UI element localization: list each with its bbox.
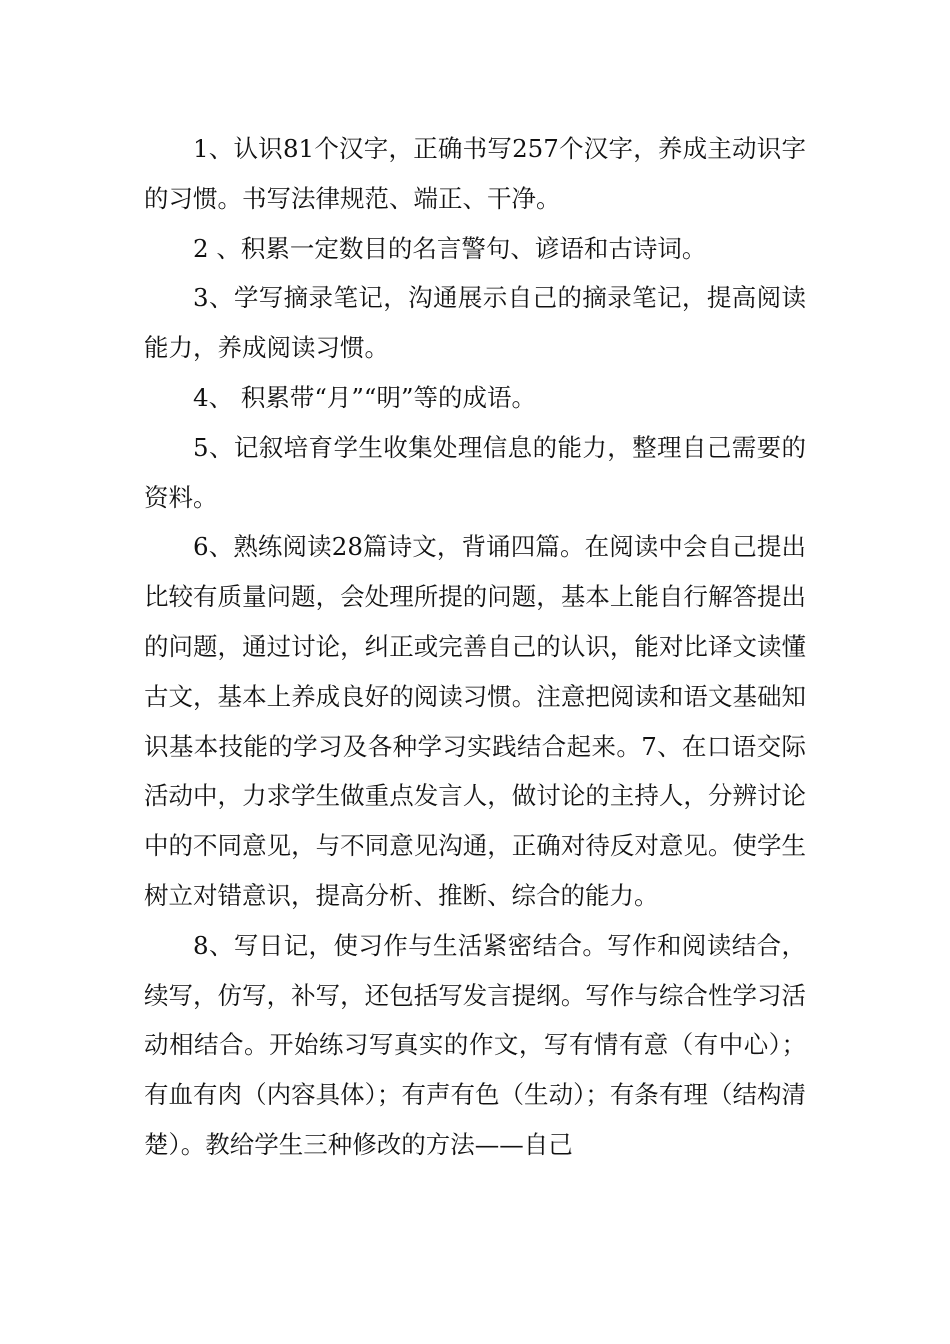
paragraph-3: 3、学写摘录笔记，沟通展示自己的摘录笔记，提高阅读能力，养成阅读习惯。 [144, 283, 806, 363]
paragraph-1: 1、认识81个汉字，正确书写257个汉字，养成主动识字的习惯。书写法律规范、端正、干净。 [144, 134, 806, 213]
paragraph-4: 4、 积累带“月”“明”等的成语。 [193, 382, 536, 412]
paragraph-8: 8、写日记，使习作与生活紧密结合。写作和阅读结合，续写，仿写，补写，还包括写发言提纲。写作与综合性学习活动相结合。开始练习写真实的作文，写有情有意（有中心）；有血有肉（内容具体）；有声有色（生动）；有条有理（结构清楚）。教给学生三种修改的方法——自己 [144, 930, 806, 1159]
paragraph-5: 5、记叙培育学生收集处理信息的能力，整理自己需要的资料。 [144, 432, 806, 512]
paragraph-6: 6、熟练阅读28篇诗文，背诵四篇。在阅读中会自己提出比较有质量问题，会处理所提的问题，基本上能自行解答提出的问题，通过讨论，纠正或完善自己的认识，能对比译文读懂古文，基本上养成良好的阅读习惯。注意把阅读和语文基础知识基本技能的学习及各种学习实践结合起来。7、在口语交际活动中，力求学生做重点发言人，做讨论的主持人，分辨讨论中的不同意见，与不同意见沟通，正确对待反对意见。使学生树立对错意识，提高分析、推断、综合的能力。 [144, 532, 806, 910]
paragraph-2: 2 、积累一定数目的名言警句、谚语和古诗词。 [193, 233, 707, 263]
document-body [144, 124, 806, 1170]
